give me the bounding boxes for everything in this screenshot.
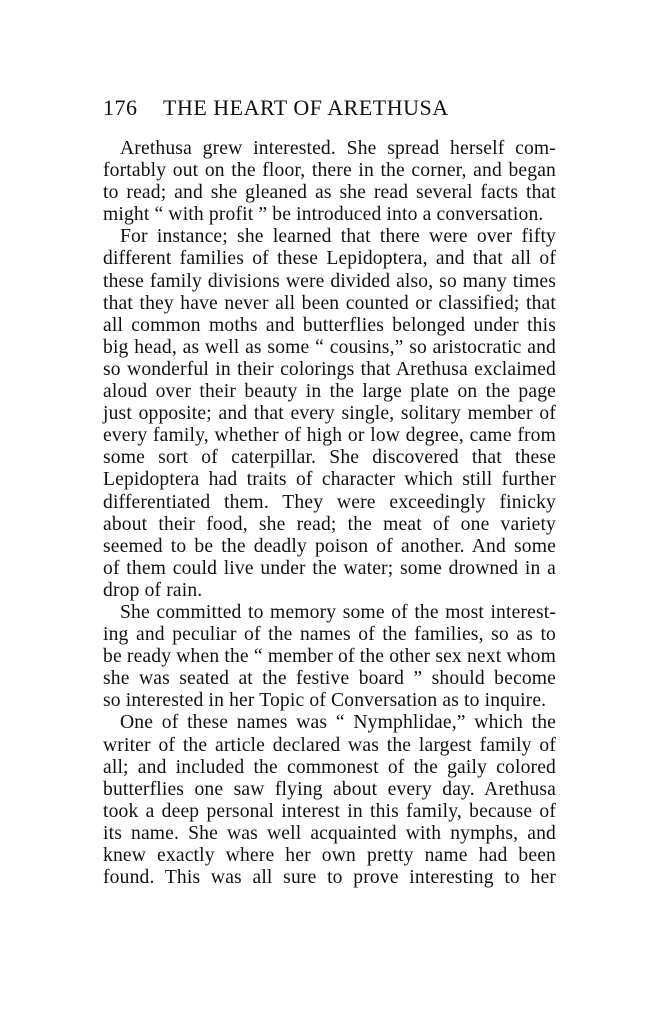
text-line: aloud over their beauty in the large plate on the page [103,381,556,403]
text-line: to read; and she gleaned as she read several facts that [103,182,556,204]
text-line: writer of the article declared was the largest family of [103,734,556,756]
text-line: every family, whether of high or low degree, came from [103,425,556,447]
text-line: all; and included the commonest of the gaily colored [103,756,556,778]
text-line: knew exactly where her own pretty name had been [103,845,556,866]
text-line: Arethusa grew interested. She spread herself com- [120,138,556,159]
text-line: these family divisions were divided also, so many times [103,270,556,292]
text-line: For instance; she learned that there were over fifty [120,226,556,248]
text-line: just opposite; and that every single, solitary member of [103,403,556,425]
text-line: ing and peculiar of the names of the families, so as to [103,624,556,646]
text-line: seemed to be the deadly poison of another. And some [103,535,556,557]
running-header [103,95,563,121]
text-line: of them could live under the water; some drowned in a [103,557,556,579]
text-line: all common moths and butterflies belonged under this [103,314,556,336]
body-text [103,138,556,889]
text-line: big head, as well as some “ cousins,” so aristocratic and [103,336,556,358]
text-line: so wonderful in their colorings that Arethusa exclaimed [103,358,556,380]
text-line: butterflies one saw flying about every day. Arethusa [103,778,556,800]
text-line: might “ with profit ” be introduced into a conversation. [103,204,544,226]
page-number: 176 [103,95,138,120]
text-line: One of these names was “ Nymphlidae,” which the [120,712,556,734]
text-line: drop of rain. [103,579,203,601]
text-line: its name. She was well acquainted with nymphs, and [103,822,556,844]
text-line: that they have never all been counted or classified; that [103,292,556,314]
text-line: She committed to memory some of the most interest- [120,601,556,623]
text-line: some sort of caterpillar. She discovered that these [103,447,556,469]
text-line: be ready when the “ member of the other sex next whom [103,646,556,668]
running-title: THE HEART OF ARETHUSA [163,95,449,120]
text-line: different families of these Lepidoptera, and that all of [103,248,556,270]
text-line: took a deep personal interest in this family, because of [103,800,556,822]
text-line: differentiated them. They were exceedingly finicky [103,491,556,513]
text-line: fortably out on the floor, there in the corner, and began [103,160,556,182]
text-line: so interested in her Topic of Conversation as to inquire. [103,690,547,712]
text-line: about their food, she read; the meat of one variety [103,513,556,535]
text-line: found. This was all sure to prove interesting to her [103,867,556,889]
text-line: she was seated at the festive board ” should become [103,668,556,690]
text-line: Lepidoptera had traits of character which still further [103,469,556,491]
